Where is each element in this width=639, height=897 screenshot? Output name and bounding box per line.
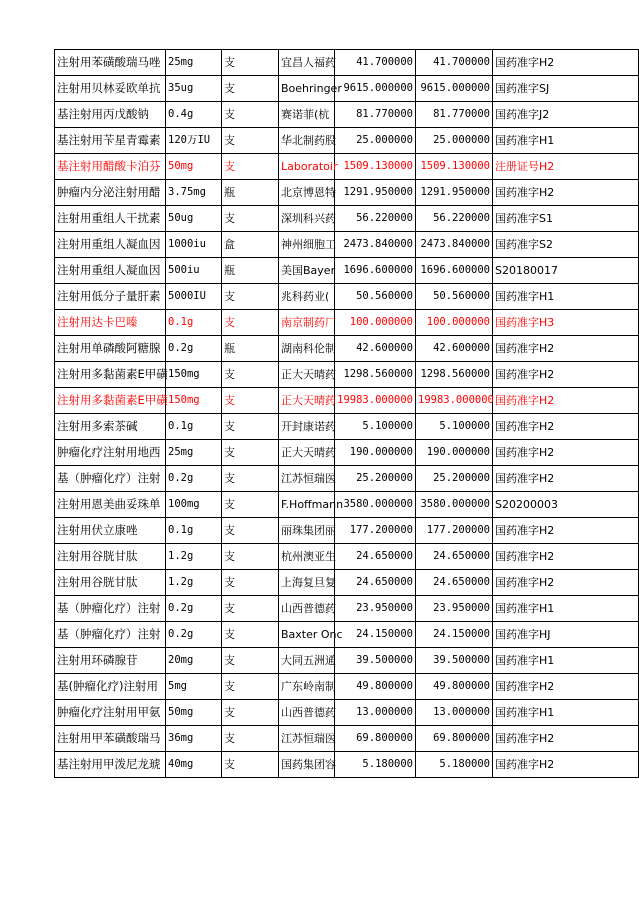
unit-cell: 瓶 <box>222 258 279 284</box>
spec-cell: 0.2g <box>166 336 222 362</box>
spec-cell: 0.2g <box>166 622 222 648</box>
manufacturer-cell: 国药集团容 <box>279 752 335 778</box>
manufacturer-cell: 赛诺菲(杭 <box>279 102 335 128</box>
unit-cell: 瓶 <box>222 336 279 362</box>
spec-cell: 0.1g <box>166 310 222 336</box>
manufacturer-cell: 神州细胞工 <box>279 232 335 258</box>
table-row <box>55 50 639 76</box>
manufacturer-cell: 宜昌人福药 <box>279 50 335 76</box>
drug-name-cell: 肿瘤化疗注射用地西 <box>55 440 166 466</box>
drug-name-cell: 注射用重组人凝血因 <box>55 258 166 284</box>
spec-cell: 36mg <box>166 726 222 752</box>
table-row <box>55 336 639 362</box>
price-cell-2: 9615.000000 <box>416 76 493 102</box>
price-cell-2: 190.000000 <box>416 440 493 466</box>
table-row <box>55 466 639 492</box>
price-cell-2: 1696.600000 <box>416 258 493 284</box>
price-cell: 190.000000 <box>335 440 416 466</box>
unit-cell: 支 <box>222 128 279 154</box>
unit-cell: 支 <box>222 310 279 336</box>
unit-cell: 支 <box>222 440 279 466</box>
unit-cell: 支 <box>222 414 279 440</box>
drug-name-cell: 注射用恩美曲妥珠单 <box>55 492 166 518</box>
approval-number-cell: 注册证号H2 <box>493 154 639 180</box>
table-row <box>55 570 639 596</box>
approval-number-cell: 国药准字H1 <box>493 596 639 622</box>
drug-name-cell: 肿瘤内分泌注射用醋 <box>55 180 166 206</box>
table-row <box>55 180 639 206</box>
spec-cell: 35ug <box>166 76 222 102</box>
price-cell: 24.650000 <box>335 570 416 596</box>
spec-cell: 0.2g <box>166 466 222 492</box>
manufacturer-cell: 兆科药业( <box>279 284 335 310</box>
manufacturer-cell: 华北制药股 <box>279 128 335 154</box>
drug-name-cell: 注射用达卡巴嗪 <box>55 310 166 336</box>
unit-cell: 支 <box>222 76 279 102</box>
spec-cell: 1000iu <box>166 232 222 258</box>
manufacturer-cell: Laboratoir <box>279 154 335 180</box>
drug-name-cell: 注射用重组人凝血因 <box>55 232 166 258</box>
approval-number-cell: S20200003 <box>493 492 639 518</box>
approval-number-cell: 国药准字H2 <box>493 388 639 414</box>
approval-number-cell: 国药准字J2 <box>493 102 639 128</box>
table-row <box>55 388 639 414</box>
price-cell: 100.000000 <box>335 310 416 336</box>
unit-cell: 支 <box>222 102 279 128</box>
spec-cell: 20mg <box>166 648 222 674</box>
spec-cell: 150mg <box>166 388 222 414</box>
approval-number-cell: 国药准字H3 <box>493 310 639 336</box>
drug-name-cell: 基注射用醋酸卡泊芬 <box>55 154 166 180</box>
unit-cell: 支 <box>222 596 279 622</box>
price-cell: 42.600000 <box>335 336 416 362</box>
manufacturer-cell: 上海复旦复 <box>279 570 335 596</box>
table-row <box>55 492 639 518</box>
price-cell: 5.180000 <box>335 752 416 778</box>
manufacturer-cell: 南京制药厂 <box>279 310 335 336</box>
price-cell: 177.200000 <box>335 518 416 544</box>
price-cell: 1509.130000 <box>335 154 416 180</box>
drug-name-cell: 注射用甲苯磺酸瑞马 <box>55 726 166 752</box>
manufacturer-cell: 江苏恒瑞医 <box>279 726 335 752</box>
approval-number-cell: 国药准字SJ <box>493 76 639 102</box>
spec-cell: 50mg <box>166 154 222 180</box>
price-cell: 56.220000 <box>335 206 416 232</box>
approval-number-cell: 国药准字H2 <box>493 674 639 700</box>
price-cell: 2473.840000 <box>335 232 416 258</box>
price-cell-2: 177.200000 <box>416 518 493 544</box>
approval-number-cell: 国药准字H2 <box>493 50 639 76</box>
spec-cell: 120万IU <box>166 128 222 154</box>
price-cell-2: 25.000000 <box>416 128 493 154</box>
spec-cell: 25mg <box>166 440 222 466</box>
price-cell: 50.560000 <box>335 284 416 310</box>
unit-cell: 支 <box>222 206 279 232</box>
drug-name-cell: 基注射用丙戊酸钠 <box>55 102 166 128</box>
unit-cell: 支 <box>222 154 279 180</box>
price-cell: 23.950000 <box>335 596 416 622</box>
drug-name-cell: 基(肿瘤化疗)注射用 <box>55 674 166 700</box>
drug-name-cell: 基（肿瘤化疗）注射 <box>55 596 166 622</box>
manufacturer-cell: 正大天晴药 <box>279 362 335 388</box>
table-row <box>55 518 639 544</box>
spec-cell: 50ug <box>166 206 222 232</box>
unit-cell: 盒 <box>222 232 279 258</box>
price-cell: 24.650000 <box>335 544 416 570</box>
table-row <box>55 414 639 440</box>
price-cell-2: 100.000000 <box>416 310 493 336</box>
price-cell-2: 42.600000 <box>416 336 493 362</box>
drug-name-cell: 注射用谷胱甘肽 <box>55 544 166 570</box>
spec-cell: 5mg <box>166 674 222 700</box>
price-cell: 5.100000 <box>335 414 416 440</box>
manufacturer-cell: 山西普德药 <box>279 596 335 622</box>
table-row <box>55 752 639 778</box>
approval-number-cell: 国药准字S1 <box>493 206 639 232</box>
approval-number-cell: 国药准字H2 <box>493 518 639 544</box>
price-cell: 69.800000 <box>335 726 416 752</box>
drug-name-cell: 注射用苯磺酸瑞马唑 <box>55 50 166 76</box>
approval-number-cell: 国药准字H2 <box>493 414 639 440</box>
price-cell: 1298.560000 <box>335 362 416 388</box>
unit-cell: 支 <box>222 362 279 388</box>
price-cell-2: 2473.840000 <box>416 232 493 258</box>
spec-cell: 50mg <box>166 700 222 726</box>
drug-name-cell: 注射用环磷腺苷 <box>55 648 166 674</box>
spec-cell: 1.2g <box>166 570 222 596</box>
approval-number-cell: 国药准字H2 <box>493 466 639 492</box>
drug-name-cell: 注射用谷胱甘肽 <box>55 570 166 596</box>
manufacturer-cell: 正大天晴药 <box>279 388 335 414</box>
price-cell: 1291.950000 <box>335 180 416 206</box>
price-cell: 19983.000000 <box>335 388 416 414</box>
manufacturer-cell: 江苏恒瑞医 <box>279 466 335 492</box>
drug-name-cell: 注射用多黏菌素E甲磺 <box>55 362 166 388</box>
table-row <box>55 154 639 180</box>
table-row <box>55 128 639 154</box>
manufacturer-cell: 山西普德药 <box>279 700 335 726</box>
price-cell: 9615.000000 <box>335 76 416 102</box>
manufacturer-cell: 大同五洲通 <box>279 648 335 674</box>
price-cell: 41.700000 <box>335 50 416 76</box>
price-cell-2: 1298.560000 <box>416 362 493 388</box>
spec-cell: 25mg <box>166 50 222 76</box>
price-cell: 25.200000 <box>335 466 416 492</box>
table-row <box>55 102 639 128</box>
spec-cell: 3.75mg <box>166 180 222 206</box>
spec-cell: 0.1g <box>166 414 222 440</box>
unit-cell: 支 <box>222 492 279 518</box>
price-cell: 39.500000 <box>335 648 416 674</box>
price-cell: 25.000000 <box>335 128 416 154</box>
approval-number-cell: 国药准字H2 <box>493 726 639 752</box>
unit-cell: 支 <box>222 752 279 778</box>
drug-name-cell: 肿瘤化疗注射用甲氨 <box>55 700 166 726</box>
approval-number-cell: S20180017 <box>493 258 639 284</box>
unit-cell: 支 <box>222 700 279 726</box>
manufacturer-cell: 北京博恩特 <box>279 180 335 206</box>
drug-name-cell: 基（肿瘤化疗）注射 <box>55 466 166 492</box>
approval-number-cell: 国药准字HJ <box>493 622 639 648</box>
drug-name-cell: 基注射用苄星青霉素 <box>55 128 166 154</box>
table-row <box>55 648 639 674</box>
price-cell: 13.000000 <box>335 700 416 726</box>
approval-number-cell: 国药准字H2 <box>493 180 639 206</box>
price-cell-2: 23.950000 <box>416 596 493 622</box>
approval-number-cell: 国药准字S2 <box>493 232 639 258</box>
table-row <box>55 284 639 310</box>
drug-name-cell: 注射用贝林妥欧单抗 <box>55 76 166 102</box>
table-row <box>55 310 639 336</box>
price-cell-2: 3580.000000 <box>416 492 493 518</box>
table-row <box>55 76 639 102</box>
unit-cell: 支 <box>222 466 279 492</box>
table-row <box>55 674 639 700</box>
spec-cell: 40mg <box>166 752 222 778</box>
drug-name-cell: 注射用多索茶碱 <box>55 414 166 440</box>
approval-number-cell: 国药准字H2 <box>493 362 639 388</box>
drug-name-cell: 注射用单磷酸阿糖腺 <box>55 336 166 362</box>
spec-cell: 0.1g <box>166 518 222 544</box>
price-cell-2: 24.650000 <box>416 544 493 570</box>
table-row <box>55 726 639 752</box>
drug-name-cell: 注射用伏立康唑 <box>55 518 166 544</box>
approval-number-cell: 国药准字H2 <box>493 336 639 362</box>
drug-name-cell: 注射用低分子量肝素 <box>55 284 166 310</box>
price-cell-2: 5.100000 <box>416 414 493 440</box>
unit-cell: 支 <box>222 544 279 570</box>
price-cell-2: 5.180000 <box>416 752 493 778</box>
manufacturer-cell: Boehringer <box>279 76 335 102</box>
manufacturer-cell: 开封康诺药 <box>279 414 335 440</box>
price-cell-2: 69.800000 <box>416 726 493 752</box>
spec-cell: 5000IU <box>166 284 222 310</box>
table-row <box>55 544 639 570</box>
price-cell-2: 39.500000 <box>416 648 493 674</box>
manufacturer-cell: Baxter Onc <box>279 622 335 648</box>
approval-number-cell: 国药准字H1 <box>493 128 639 154</box>
manufacturer-cell: F.Hoffmann <box>279 492 335 518</box>
drug-name-cell: 基（肿瘤化疗）注射 <box>55 622 166 648</box>
price-cell-2: 49.800000 <box>416 674 493 700</box>
drug-name-cell: 基注射用甲泼尼龙琥 <box>55 752 166 778</box>
unit-cell: 支 <box>222 284 279 310</box>
table-row <box>55 362 639 388</box>
price-cell-2: 56.220000 <box>416 206 493 232</box>
price-cell-2: 25.200000 <box>416 466 493 492</box>
approval-number-cell: 国药准字H1 <box>493 284 639 310</box>
unit-cell: 支 <box>222 674 279 700</box>
spec-cell: 0.4g <box>166 102 222 128</box>
unit-cell: 支 <box>222 726 279 752</box>
unit-cell: 支 <box>222 50 279 76</box>
spec-cell: 150mg <box>166 362 222 388</box>
unit-cell: 支 <box>222 388 279 414</box>
price-cell: 49.800000 <box>335 674 416 700</box>
unit-cell: 支 <box>222 518 279 544</box>
price-cell-2: 81.770000 <box>416 102 493 128</box>
price-cell: 81.770000 <box>335 102 416 128</box>
price-cell-2: 19983.000000 <box>416 388 493 414</box>
drug-name-cell: 注射用多黏菌素E甲磺 <box>55 388 166 414</box>
price-cell: 24.150000 <box>335 622 416 648</box>
manufacturer-cell: 丽珠集团丽 <box>279 518 335 544</box>
table-row <box>55 700 639 726</box>
unit-cell: 瓶 <box>222 180 279 206</box>
spec-cell: 1.2g <box>166 544 222 570</box>
approval-number-cell: 国药准字H2 <box>493 440 639 466</box>
spec-cell: 0.2g <box>166 596 222 622</box>
spec-cell: 500iu <box>166 258 222 284</box>
unit-cell: 支 <box>222 648 279 674</box>
table-row <box>55 622 639 648</box>
drug-name-cell: 注射用重组人干扰素 <box>55 206 166 232</box>
approval-number-cell: 国药准字H2 <box>493 752 639 778</box>
manufacturer-cell: 杭州澳亚生 <box>279 544 335 570</box>
price-cell: 3580.000000 <box>335 492 416 518</box>
price-cell-2: 50.560000 <box>416 284 493 310</box>
spec-cell: 100mg <box>166 492 222 518</box>
approval-number-cell: 国药准字H1 <box>493 648 639 674</box>
drug-price-table <box>54 49 639 778</box>
approval-number-cell: 国药准字H2 <box>493 544 639 570</box>
approval-number-cell: 国药准字H1 <box>493 700 639 726</box>
price-cell-2: 1509.130000 <box>416 154 493 180</box>
price-cell-2: 13.000000 <box>416 700 493 726</box>
table-row <box>55 258 639 284</box>
table-row <box>55 596 639 622</box>
price-cell-2: 24.150000 <box>416 622 493 648</box>
manufacturer-cell: 湖南科伦制 <box>279 336 335 362</box>
unit-cell: 支 <box>222 570 279 596</box>
manufacturer-cell: 深圳科兴药 <box>279 206 335 232</box>
price-cell-2: 1291.950000 <box>416 180 493 206</box>
approval-number-cell: 国药准字H2 <box>493 570 639 596</box>
manufacturer-cell: 正大天晴药 <box>279 440 335 466</box>
table-row <box>55 206 639 232</box>
manufacturer-cell: 广东岭南制 <box>279 674 335 700</box>
price-cell-2: 24.650000 <box>416 570 493 596</box>
table-row <box>55 440 639 466</box>
unit-cell: 支 <box>222 622 279 648</box>
manufacturer-cell: 美国Bayer <box>279 258 335 284</box>
price-cell: 1696.600000 <box>335 258 416 284</box>
price-cell-2: 41.700000 <box>416 50 493 76</box>
table-row <box>55 232 639 258</box>
